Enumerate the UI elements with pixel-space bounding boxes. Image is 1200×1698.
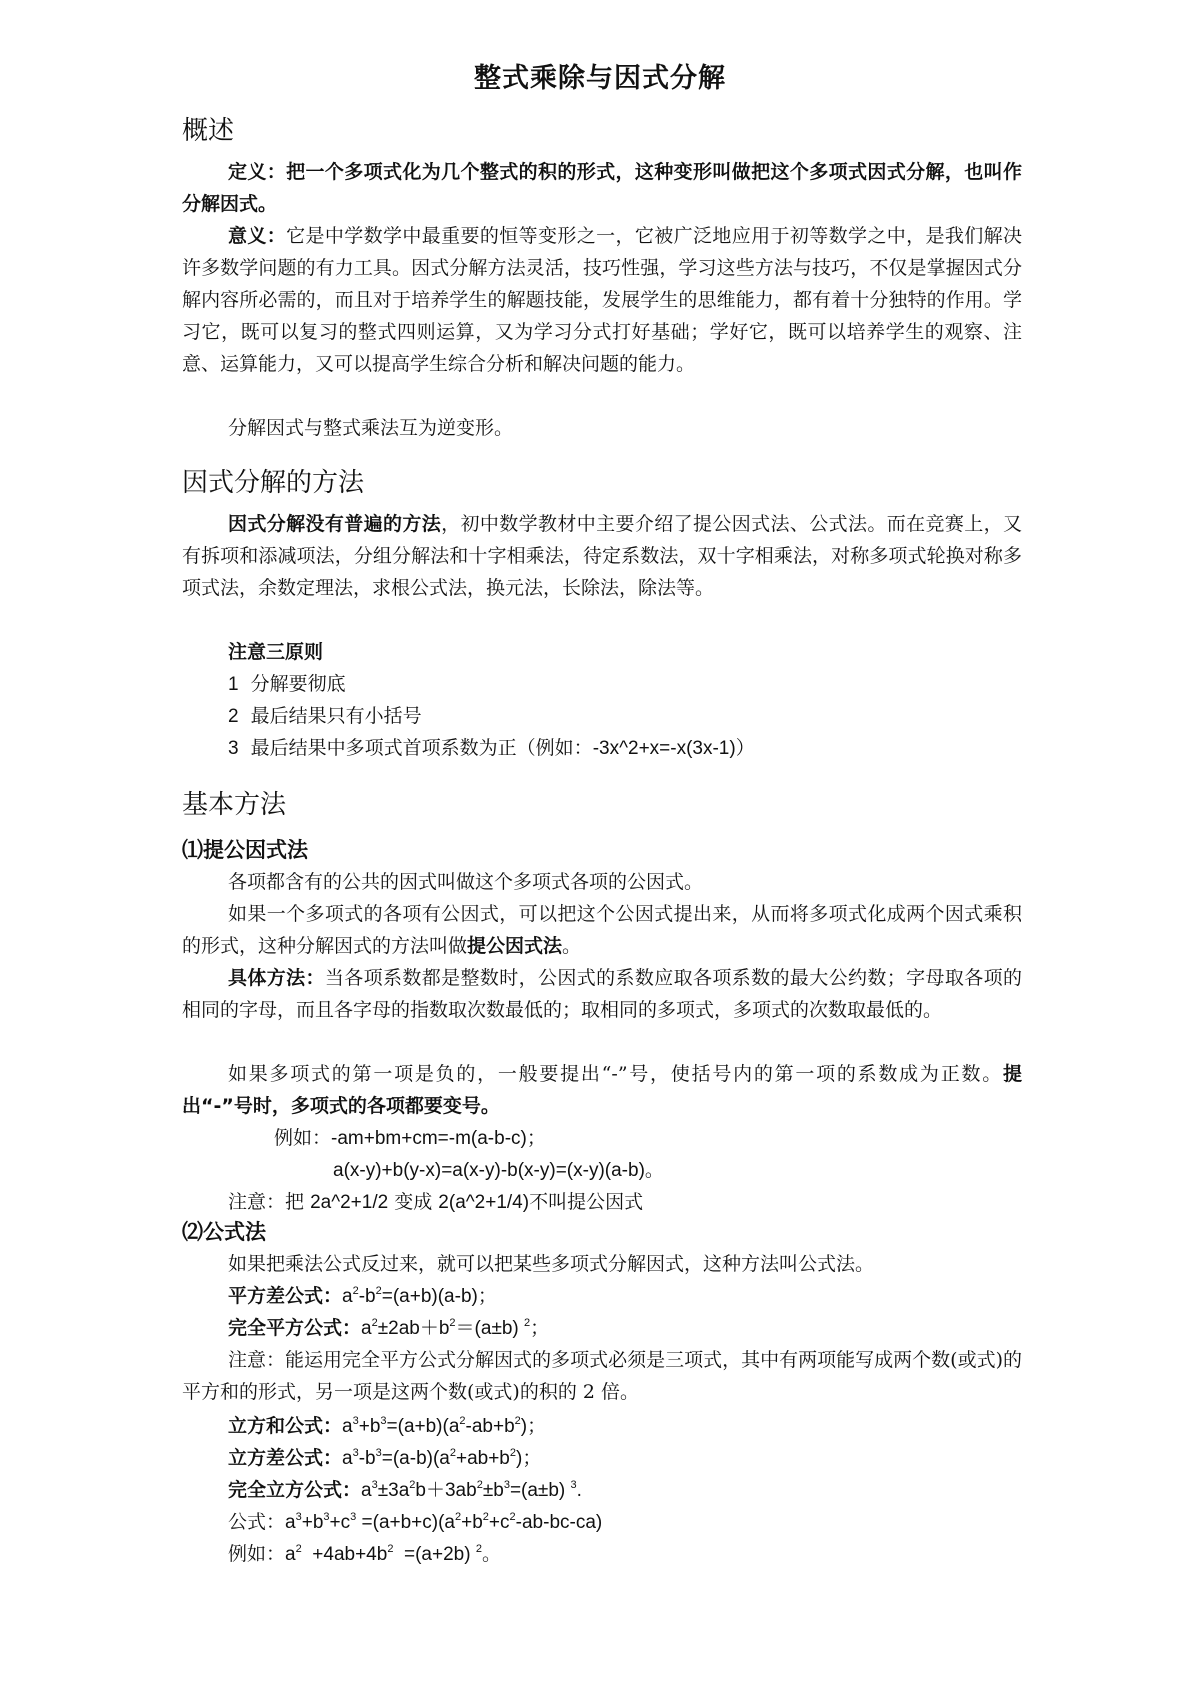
formula-expression: $a^3\pm 3a^2b+3ab^2\pm b^3=(a\pm b)$ $^3$.: [361, 1479, 582, 1501]
formula-expression: $a^3+b^3+c^3 =(a+b+c)(a^2+b^2+c^2-ab-bc-ca)$: [285, 1511, 603, 1533]
method1-p3-label: 具体方法：: [228, 967, 325, 989]
inverse-paragraph: 分解因式与整式乘法互为逆变形。: [228, 417, 514, 439]
principles-title: 注意三原则: [228, 641, 324, 663]
method1-note: [228, 1186, 643, 1219]
example-label: 例如：: [228, 1543, 286, 1565]
methods-heading: 因式分解的方法: [182, 468, 365, 498]
overview-heading: 概述: [182, 116, 235, 146]
note-math-1: 2a^2+1/2: [310, 1192, 389, 1213]
formula-example: [228, 1538, 501, 1571]
principle-text: 最后结果只有小括号: [250, 705, 422, 727]
example-formula: -am+bm+cm=-m(a-b-c)；: [331, 1128, 546, 1149]
formula-label: 完全立方公式：: [228, 1479, 362, 1501]
document-title: 整式乘除与因式分解: [474, 63, 726, 94]
example-label: 例如：: [274, 1127, 332, 1149]
principle-item: [228, 732, 755, 765]
meaning-paragraph: [182, 220, 1022, 380]
formula-expression: $a^3+b^3=(a+b)(a^2-ab+b^2)$；: [342, 1415, 547, 1437]
method1-p2-bold: 提公因式法: [467, 935, 563, 957]
formula-label: 立方和公式：: [228, 1415, 343, 1437]
formula-label: 完全平方公式：: [228, 1317, 362, 1339]
method1-p4-text: 如果多项式的第一项是负的，一般要提出“-”号，使括号内的第一项的系数成为正数。: [228, 1063, 1003, 1085]
principle-number: 2: [228, 706, 239, 727]
note-post: 不叫提公因式: [529, 1191, 644, 1213]
method1-heading: ⑴提公因式法: [182, 838, 308, 862]
difference-of-cubes-formula: [228, 1442, 541, 1475]
method1-p4-bold: 提出“-”号时，多项式的各项都要变号。: [182, 1063, 1022, 1117]
method2-p1: 如果把乘法公式反过来，就可以把某些多项式分解因式，这种方法叫公式法。: [228, 1253, 875, 1275]
principle-number: 1: [228, 674, 239, 695]
definition-paragraph: 定义：把一个多项式化为几个整式的积的形式，这种变形叫做把这个多项式因式分解，也叫作分解因式。: [182, 161, 1022, 215]
method1-p3-text: 当各项系数都是整数时，公因式的系数应取各项系数的最大公约数；字母取各项的相同的字母，而且各字母的指数取次数最低的；取相同的多项式，多项式的次数取最低的。: [182, 967, 1022, 1021]
method2-note: 注意：能运用完全平方公式分解因式的多项式必须是三项式，其中有两项能写成两个数(或式)的平方和的形式，另一项是这两个数(或式)的积的 2 倍。: [182, 1349, 1022, 1403]
difference-of-squares-formula: [228, 1280, 497, 1313]
three-cubes-formula: [228, 1506, 602, 1539]
method1-example-1: [274, 1122, 546, 1155]
formula-expression: $a^2\pm 2ab+b^2=(a\pm b)$ $^2$；: [361, 1317, 550, 1339]
method1-example-2: [333, 1154, 664, 1187]
note-math-2: 2(a^2+1/4): [438, 1192, 530, 1213]
principle-close-paren: ）: [735, 737, 755, 759]
method1-p1: 各项都含有的公共的因式叫做这个多项式各项的公因式。: [228, 871, 704, 893]
principle-item: [228, 700, 422, 733]
method1-p3: [182, 962, 1022, 1026]
method1-p2-text: 如果一个多项式的各项有公因式，可以把这个公因式提出来，从而将多项式化成两个因式乘积的形式，这种分解因式的方法叫做: [182, 903, 1022, 957]
method1-p2: [182, 898, 1022, 962]
principle-example-math: -3x^2+x=-x(3x-1): [592, 738, 736, 759]
basic-methods-heading: 基本方法: [182, 790, 287, 820]
formula-label: 公式：: [228, 1511, 286, 1533]
sum-of-cubes-formula: [228, 1410, 546, 1443]
formula-expression: $a^3-b^3=(a-b)(a^2+ab+b^2)$；: [342, 1447, 542, 1469]
perfect-cube-formula: [228, 1474, 582, 1507]
methods-intro-text: ，初中数学教材中主要介绍了提公因式法、公式法。而在竞赛上，又有拆项和添减项法，分组分解法和十字相乘法，待定系数法，双十字相乘法，对称多项式轮换对称多项式法，余数定理法，求根公式法，换元法，长除法，除法等。: [182, 513, 1022, 599]
meaning-label: 意义：: [228, 225, 287, 247]
formula-expression: $a^2-b^2=(a+b)(a-b)$；: [342, 1285, 497, 1307]
principle-text: 最后结果中多项式首项系数为正（例如：: [250, 737, 593, 759]
note-pre: 注意：把: [228, 1191, 305, 1213]
example-formula: a(x-y)+b(y-x)=a(x-y)-b(x-y)=(x-y)(a-b)。: [333, 1160, 664, 1181]
note-mid: 变成: [394, 1191, 433, 1213]
formula-expression: $a^2 +4ab+4b^2 =(a+2b)$ $^2$。: [285, 1543, 501, 1565]
method2-heading: ⑵公式法: [182, 1220, 266, 1244]
formula-label: 平方差公式：: [228, 1285, 343, 1307]
method1-p2-end: 。: [562, 935, 582, 957]
methods-intro-paragraph: [182, 508, 1022, 604]
principle-number: 3: [228, 738, 239, 759]
methods-intro-bold: 因式分解没有普遍的方法: [228, 513, 442, 535]
formula-label: 立方差公式：: [228, 1447, 343, 1469]
perfect-square-formula: [228, 1312, 549, 1345]
principle-text: 分解要彻底: [250, 673, 346, 695]
method1-p4: [182, 1058, 1022, 1122]
principle-item: [228, 668, 346, 701]
meaning-text: 它是中学数学中最重要的恒等变形之一，它被广泛地应用于初等数学之中，是我们解决许多数学问题的有力工具。因式分解方法灵活，技巧性强，学习这些方法与技巧，不仅是掌握因式分解内容所必需的，而且对于培养学生的解题技能，发展学生的思维能力，都有着十分独特的作用。学习它，既可以复习的整式四则运算，又为学习分式打好基础；学好它，既可以培养学生的观察、注意、运算能力，又可以提高学生综合分析和解决问题的能力。: [182, 225, 1022, 375]
